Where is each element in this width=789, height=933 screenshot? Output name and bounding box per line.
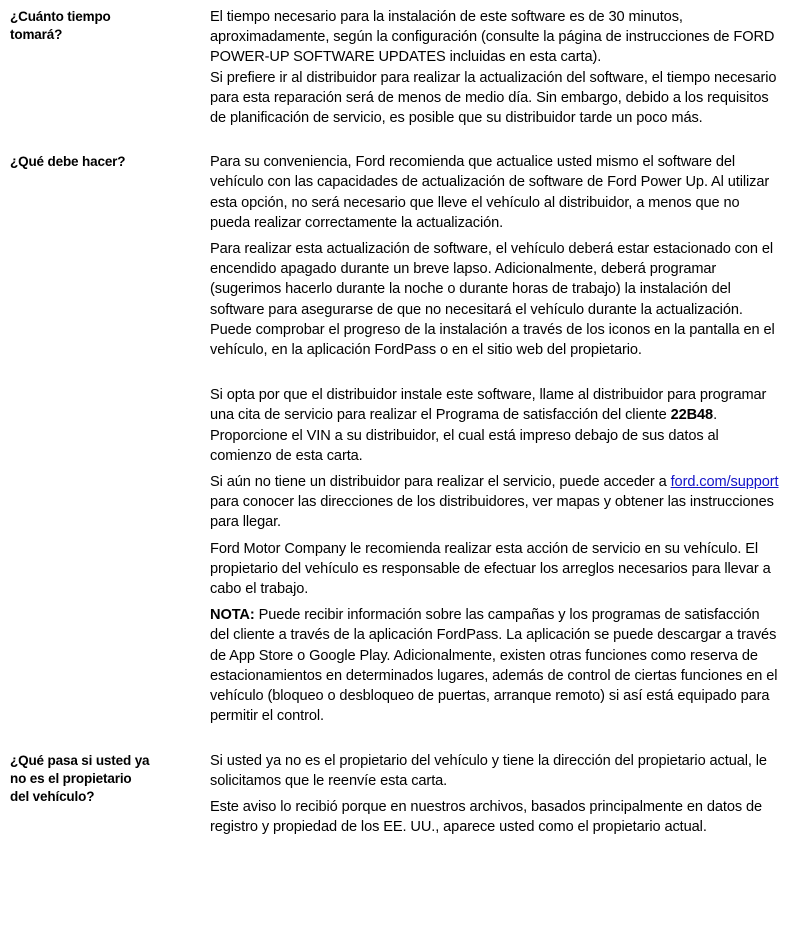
- body-text: Para su conveniencia, Ford recomienda que actualice usted mismo el software del vehículo con las capacidades de actualización de software de Ford Power Up. Al utilizar esta opción, no será necesario que lleve el vehículo al distribuidor, a menos que no pueda realizar correctamente la actualización.: [210, 154, 770, 231]
- body-text: Si usted ya no es el propietario del vehículo y tiene la dirección del propietario actual, le solicitamos que le reenvíe esta carta.: [210, 752, 767, 789]
- body-text: El tiempo necesario para la instalación de este software es de 30 minutos, aproximadamente, según la configuración (consulte la página de instrucciones de FORD POWER-UP SOFTWARE UPDATES incluidas en esta carta).: [210, 9, 775, 66]
- qa-heading-line: tomará?: [10, 27, 63, 42]
- body-text: Este aviso lo recibió porque en nuestros archivos, basados principalmente en datos de registro y propiedad de los EE. UU., aparece usted como el propietario actual.: [210, 798, 763, 836]
- qa-heading-line: no es el propietario: [10, 770, 132, 786]
- qa-heading-line: ¿Qué pasa si usted ya: [10, 752, 150, 768]
- support-url-link[interactable]: ford.com/support: [670, 474, 779, 491]
- body-text: Si opta por que el distribuidor instale este software, llame al distribuidor para programar una cita de servicio para realizar el Programa de satisfacción del cliente: [210, 387, 767, 424]
- emphasis-text: NOTA:: [210, 607, 255, 624]
- qa-heading-what-to-do: [10, 152, 210, 171]
- paragraph-what-to-do-p6: [210, 605, 779, 726]
- qa-section-no-longer-owner: [10, 751, 780, 838]
- paragraph-no-longer-owner-p1: [210, 751, 779, 791]
- qa-body-how-long: [210, 7, 780, 128]
- paragraph-what-to-do-p2: [210, 239, 779, 360]
- paragraph-what-to-do-p4: [210, 472, 779, 533]
- body-text: Si prefiere ir al distribuidor para realizar la actualización del software, el tiempo necesario para esta reparación será de menos de medio día. Sin embargo, debido a los requisitos de planificación de servicio, es posible que su distribuidor tarde un poco más.: [210, 69, 777, 127]
- qa-body-what-to-do: [210, 152, 780, 726]
- qa-section-what-to-do: [10, 152, 780, 726]
- body-text: Para realizar esta actualización de software, el vehículo deberá estar estacionado con el encendido apagado durante un breve lapso. Adicionalmente, deberá programar (sugerimos hacerlo durante la noche o durante horas de trabajo) la instalación del software para asegurarse de que no necesitará el vehículo durante la actualización. Puede comprobar el progreso de la instalación a través de los iconos en la pantalla en el vehículo, en la aplicación FordPass o en el sitio web del propietario.: [210, 241, 775, 359]
- qa-heading-line: ¿Cuánto tiempo: [10, 9, 111, 24]
- body-text: Si aún no tiene un distribuidor para realizar el servicio, puede acceder a: [210, 474, 671, 491]
- qa-body-no-longer-owner: [210, 751, 780, 838]
- paragraph-what-to-do-p5: [210, 539, 779, 600]
- paragraph-how-long-p2: [210, 68, 779, 129]
- paragraph-how-long-p1: [210, 7, 779, 68]
- qa-heading-how-long: [10, 7, 210, 44]
- body-text: Puede recibir información sobre las campañas y los programas de satisfacción del cliente a través de la aplicación FordPass. La aplicación se puede descargar a través de App Store o Google Play. Adicionalmente, existen otras funciones como reserva de estacionamientos en determinados lugares, además de control de ciertas funciones en el vehículo (bloqueo o desbloqueo de puertas, arranque remoto) si así está equipado para permitir el control.: [210, 607, 778, 725]
- qa-heading-no-longer-owner: [10, 751, 210, 806]
- body-text: para conocer las direcciones de los distribuidores, ver mapas y obtener las instrucciones para llegar.: [210, 494, 774, 531]
- qa-heading-line: del vehículo?: [10, 788, 95, 804]
- paragraph-what-to-do-p3: [210, 385, 779, 466]
- qa-section-how-long: [10, 7, 780, 128]
- qa-heading-line: ¿Qué debe hacer?: [10, 154, 126, 170]
- body-text: Ford Motor Company le recomienda realizar esta acción de servicio en su vehículo. El propietario del vehículo es responsable de efectuar los arreglos necesarios para llevar a cabo el trabajo.: [210, 540, 771, 598]
- paragraph-what-to-do-p1: [210, 152, 779, 233]
- paragraph-no-longer-owner-p2: [210, 797, 779, 837]
- emphasis-text: 22B48: [670, 407, 714, 424]
- body-text: . Proporcione el VIN a su distribuidor, el cual está impreso debajo de sus datos al comienzo de esta carta.: [210, 407, 719, 464]
- qa-section-list: [10, 7, 780, 837]
